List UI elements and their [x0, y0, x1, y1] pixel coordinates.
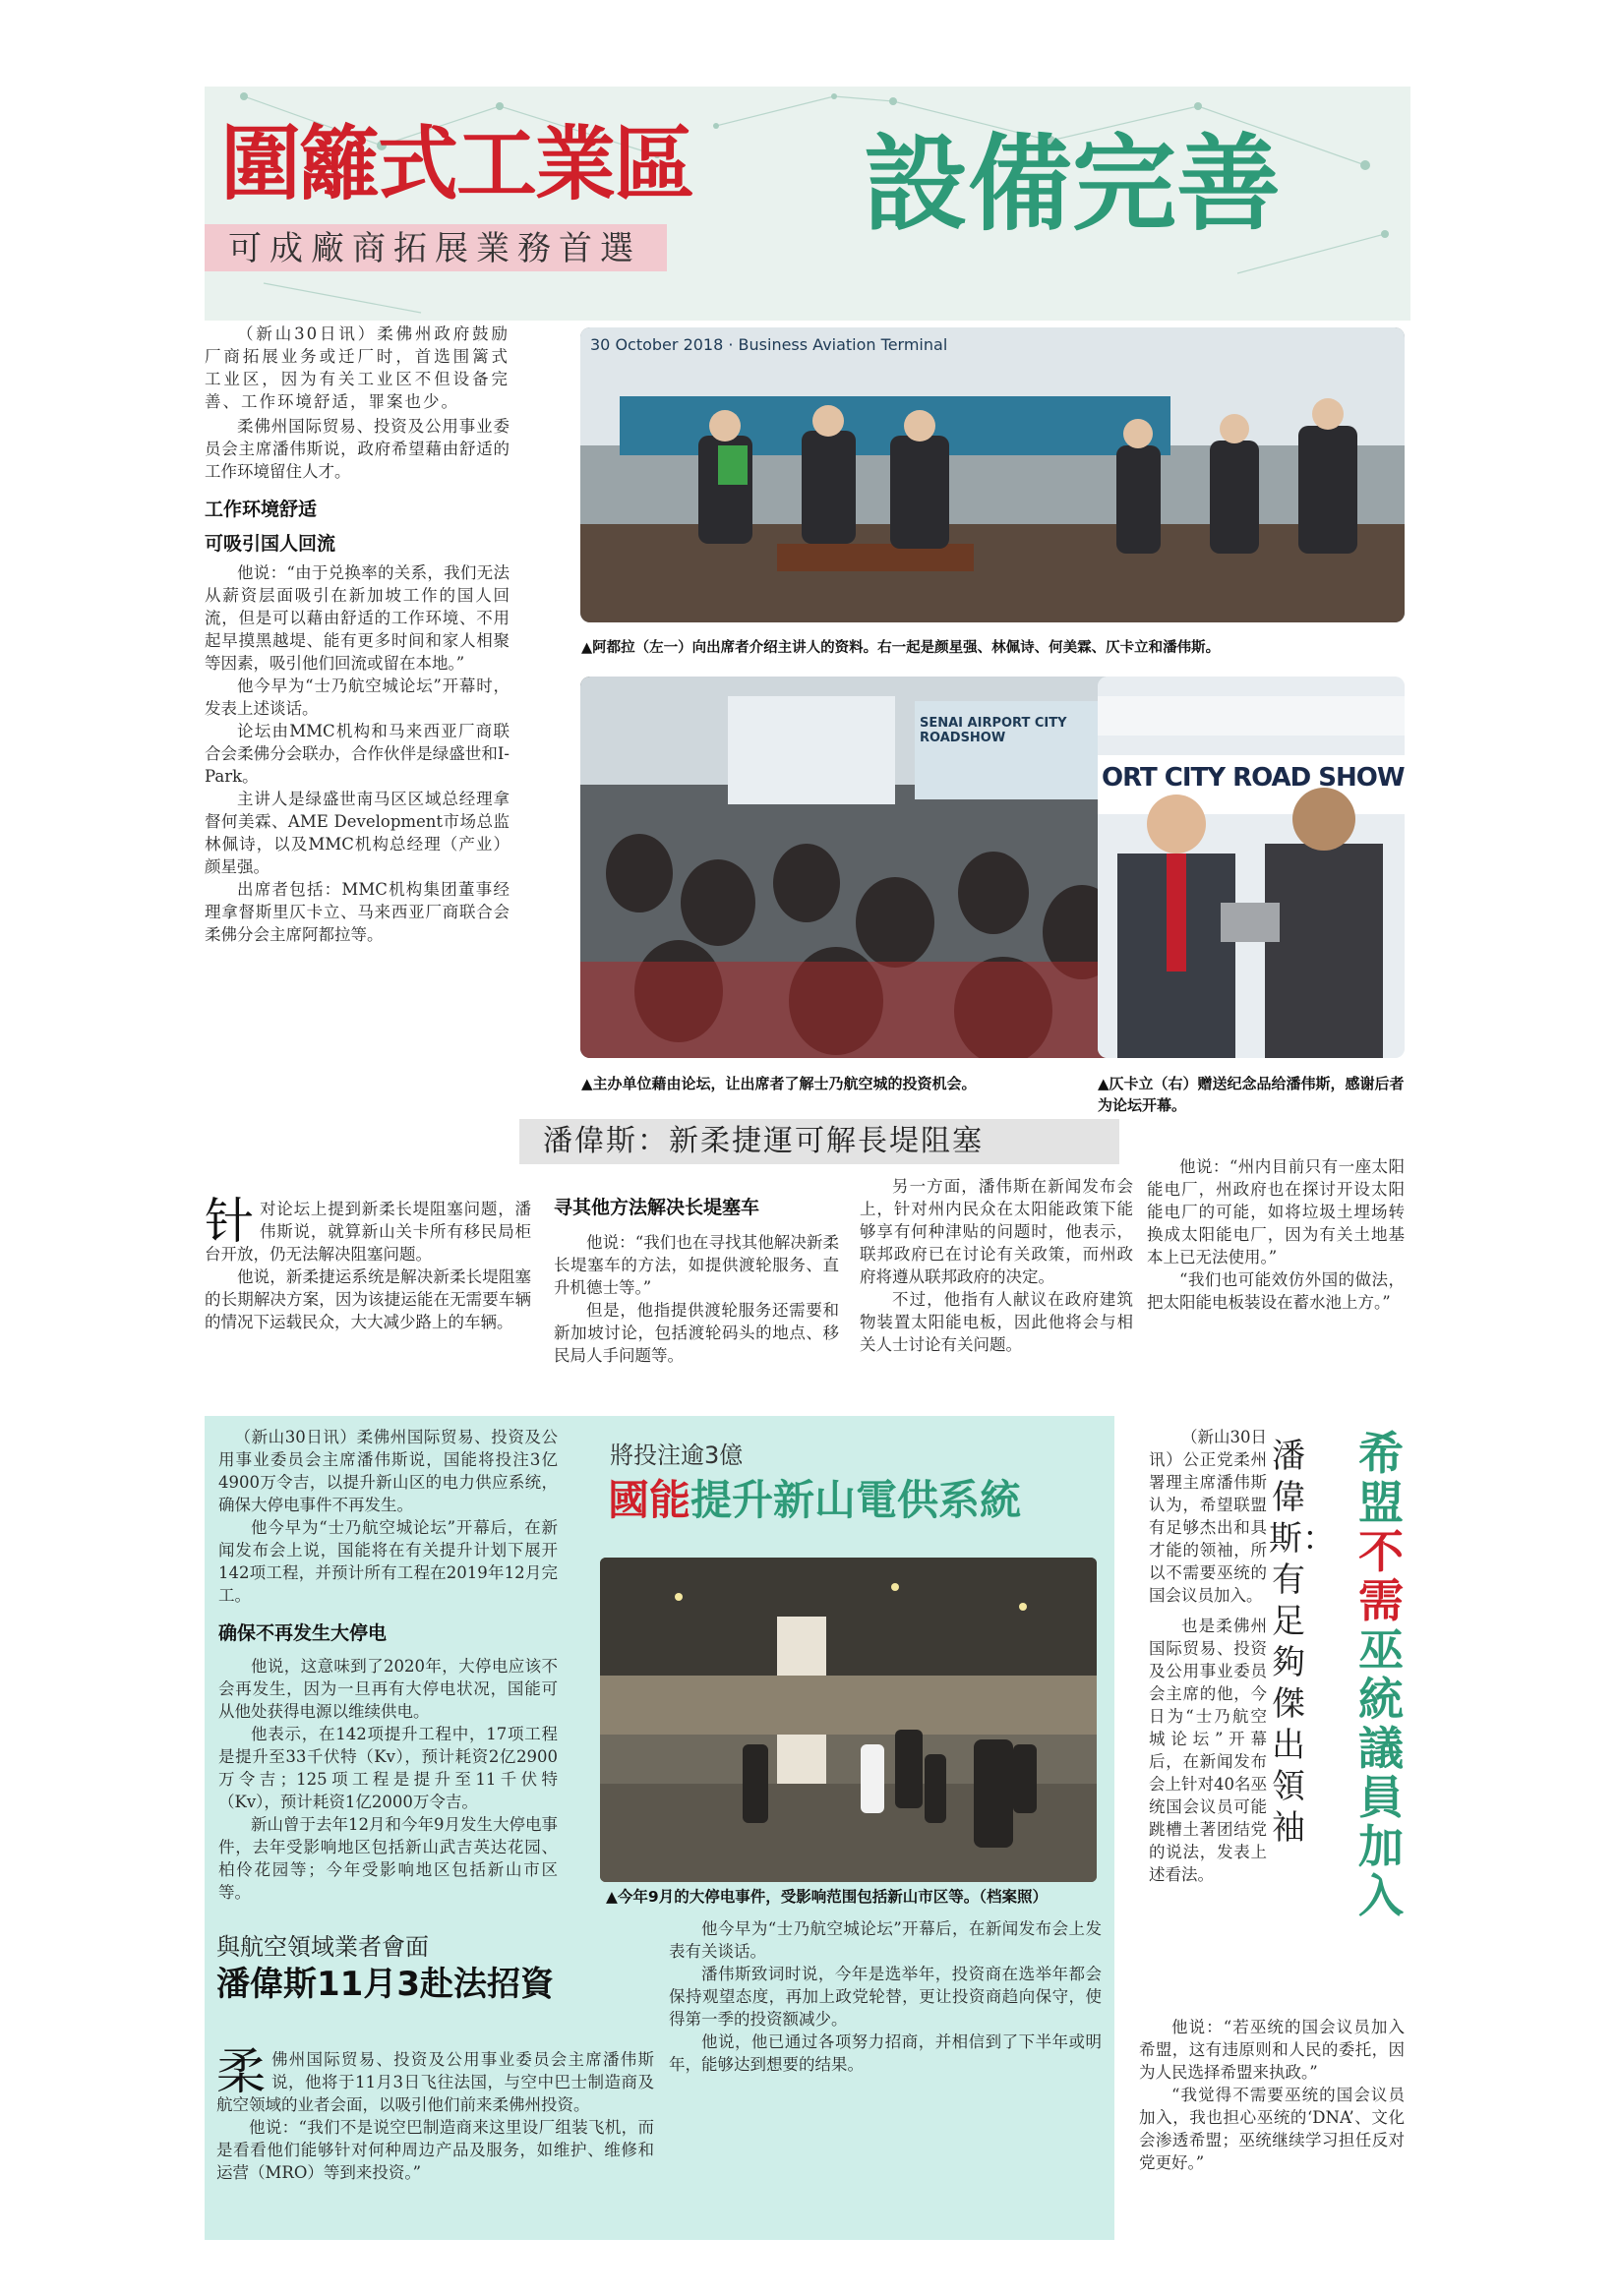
blackout-photo	[600, 1558, 1097, 1882]
headline-green: 設備完善	[864, 124, 1281, 245]
article4-paragraph: 他说，他已通过各项努力招商，并相信到了下半年或明年，能够达到想要的结果。	[669, 2032, 1102, 2074]
article1-paragraph: 他今早为“士乃航空城论坛”开幕时，发表上述谈话。	[205, 677, 510, 718]
article3-headline-green: 提升新山電供系統	[690, 1476, 1022, 1524]
article4-kicker: 與航空領域業者會面	[216, 1933, 429, 1961]
article3-paragraph: 新山曾于去年12月和今年9月发生大停电事件，去年受影响地区包括新山武吉英达花园、柏伶花园等；今年受影响地区包括新山市区等。	[218, 1815, 558, 1902]
article1-paragraph: 柔佛州国际贸易、投资及公用事业委员会主席潘伟斯说，政府希望藉由舒适的工作环境留住人才。	[205, 417, 510, 481]
article3-headline-red: 國能	[608, 1476, 691, 1524]
article5-subhead-vertical: 潘偉斯：有足夠傑出領袖	[1269, 1437, 1336, 1848]
panel-discussion-photo	[580, 327, 1405, 622]
article2-paragraph: 但是，他指提供渡轮服务还需要和新加坡讨论，包括渡轮码头的地点、移民局人手问题等。	[554, 1301, 839, 1365]
article2-paragraph: 他说：“州内目前只有一座太阳能电厂，州政府也在探讨开设太阳能电厂的可能，如将垃圾土埋场转换成太阳能电厂，因为有关土地基本上已无法使用。”	[1147, 1157, 1405, 1266]
article3-paragraph: 他表示，在142项提升工程中，17项工程是提升至33千伏特（Kv），预计耗资2亿2900万令吉；125项工程是提升至11千伏特（Kv），预计耗资1亿2000万令吉。	[218, 1725, 558, 1811]
article3-subhead: 确保不再发生大停电	[218, 1622, 388, 1644]
headline-red: 圍籬式工業區	[220, 118, 693, 211]
article1-paragraph: 主讲人是绿盛世南马区区域总经理拿督何美霖、AME Development市场总监林佩诗，以及MMC机构总经理（产业）颜星强。	[205, 790, 510, 876]
photo1-banner-text: 30 October 2018 · Business Aviation Terminal	[590, 335, 948, 354]
audience-photo	[580, 677, 1156, 1058]
article2-col4	[1147, 1155, 1405, 1314]
article1-subhead: 可吸引国人回流	[205, 533, 336, 555]
article1-subhead: 工作环境舒适	[205, 499, 318, 520]
article2-dropcap: 针	[205, 1193, 254, 1250]
article2-col1	[205, 1175, 531, 1333]
subheadline: 可成廠商拓展業務首選	[228, 229, 641, 268]
article4-dropcap: 柔	[216, 2043, 266, 2100]
article3-headline	[608, 1473, 1021, 1528]
article2-paragraph	[205, 1175, 531, 1266]
blackout-photo-caption: ▲今年9月的大停电事件，受影响范围包括新山市区等。（档案照）	[606, 1888, 1048, 1906]
article5-headline-part: 希盟	[1358, 1427, 1404, 1529]
newspaper-page	[205, 87, 1410, 2240]
article5-paragraph: （新山30日讯）公正党柔州署理主席潘伟斯认为，希望联盟有足够杰出和具才能的领袖，所以不需要巫统的国会议员加入。	[1149, 1428, 1267, 1605]
article5-paragraph: “我觉得不需要巫统的国会议员加入，我也担心巫统的‘DNA’、文化会渗透希盟；巫统继续学习担任反对党更好。”	[1139, 2086, 1405, 2172]
article4-paragraph-text: 佛州国际贸易、投资及公用事业委员会主席潘伟斯说，他将于11月3日飞往法国，与空中巴士制造商及航空领域的业者会面，以吸引他们前来柔佛州投资。	[216, 2050, 654, 2114]
article2-col3	[860, 1175, 1133, 1356]
article5-col2	[1139, 2016, 1405, 2174]
article3-paragraph: 他说，这意味到了2020年，大停电应该不会再发生，因为一旦再有大停电状况，国能可从他处获得电源以维续供电。	[218, 1657, 558, 1721]
article1-lead: （新山30日讯）柔佛州政府鼓励厂商拓展业务或迁厂时，首选围篱式工业区，因为有关工业区不但设备完善、工作环境舒适，罪案也少。	[205, 324, 510, 411]
article2-paragraph: “我们也可能效仿外国的做法，把太阳能电板装设在蓄水池上方。”	[1147, 1270, 1405, 1312]
article4-col2	[669, 1917, 1102, 2076]
article3-col1	[218, 1426, 558, 1904]
photo3-caption: ▲仄卡立（右）赠送纪念品给潘伟斯，感谢后者为论坛开幕。	[1098, 1075, 1405, 1114]
photo3-banner-text: ORT CITY ROAD SHOW	[1102, 763, 1405, 793]
article4-paragraph: 他今早为“士乃航空城论坛”开幕后，在新闻发布会上发表有关谈话。	[669, 1919, 1102, 1961]
article4-paragraph	[216, 2026, 654, 2116]
article2-paragraph: 另一方面，潘伟斯在新闻发布会上，针对州内民众在太阳能政策下能够享有何种津贴的问题时，他表示，联邦政府已在讨论有关政策，而州政府将遵从联邦政府的决定。	[860, 1177, 1133, 1286]
article2-paragraph-text: 对论坛上提到新柔长堤阻塞问题，潘伟斯说，就算新山关卡所有移民局柜台开放，仍无法解决阻塞问题。	[205, 1200, 531, 1264]
article5-headline-part: 巫統議員加入	[1358, 1623, 1404, 1922]
souvenir-presentation-photo	[1098, 677, 1405, 1058]
article2-paragraph: 他说：“我们也在寻找其他解决新柔长堤塞车的方法，如提供渡轮服务、直升机德士等。”	[554, 1233, 839, 1297]
article1-column	[205, 323, 510, 946]
article2-headline: 潘偉斯：新柔捷運可解長堤阻塞	[543, 1124, 984, 1158]
article4-paragraph: 潘伟斯致词时说，今年是选举年，投资商在选举年都会保持观望态度，再加上政党轮替，更让投资商趋向保守，使得第一季的投资额减少。	[669, 1965, 1102, 2029]
article1-paragraph: 他说：“由于兑换率的关系，我们无法从薪资层面吸引在新加坡工作的国人回流，但是可以藉由舒适的工作环境、不用起早摸黑越堤、能有更多时间和家人相聚等因素，吸引他们回流或留在本地。”	[205, 563, 510, 673]
article5-paragraph: 也是柔佛州国际贸易、投资及公用事业委员会主席的他，今日为“士乃航空城论坛”开幕后，在新闻发布会上针对40名巫统国会议员可能跳槽土著团结党的说法，发表上述看法。	[1149, 1617, 1267, 1884]
article5-headline-vertical	[1355, 1429, 1407, 1920]
article5-col1	[1149, 1426, 1267, 1886]
article2-paragraph: 不过，他指有人献议在政府建筑物装置太阳能电板，因此他将会与相关人士讨论有关问题。	[860, 1290, 1133, 1354]
article4-paragraph: 他说：“我们不是说空巴制造商来这里设厂组装飞机，而是看看他们能够针对何种周边产品及服务，如维护、维修和运营（MRO）等到来投资。”	[216, 2118, 654, 2182]
photo1-caption: ▲阿都拉（左一）向出席者介绍主讲人的资料。右一起是颜星强、林佩诗、何美霖、仄卡立和潘伟斯。	[581, 640, 1221, 656]
article3-paragraph: 他今早为“士乃航空城论坛”开幕后，在新闻发布会上说，国能将在有关提升计划下展开142项工程，并预计所有工程在2019年12月完工。	[218, 1518, 558, 1605]
article5-headline-part: 不需	[1358, 1525, 1404, 1627]
photo2-screen-text: SENAI AIRPORT CITY ROADSHOW	[920, 716, 1067, 745]
article2-subhead: 寻其他方法解决长堤塞车	[554, 1197, 760, 1218]
photo2-caption: ▲主办单位藉由论坛，让出席者了解士乃航空城的投资机会。	[581, 1075, 977, 1092]
article4-headline: 潘偉斯11月3赴法招資	[216, 1965, 554, 2004]
article3-kicker: 將投注逾3億	[610, 1442, 744, 1469]
article3-paragraph: （新山30日讯）柔佛州国际贸易、投资及公用事业委员会主席潘伟斯说，国能将投注3亿4900万令吉，以提升新山区的电力供应系统，确保大停电事件不再发生。	[218, 1428, 558, 1514]
article4-col1	[216, 2026, 654, 2184]
article2-col2	[554, 1193, 839, 1367]
article1-paragraph: 论坛由MMC机构和马来西亚厂商联合会柔佛分会联办，合作伙伴是绿盛世和I-Park。	[205, 722, 510, 786]
article2-paragraph: 他说，新柔捷运系统是解决新柔长堤阻塞的长期解决方案，因为该捷运能在无需要车辆的情况下运载民众，大大减少路上的车辆。	[205, 1267, 531, 1331]
article1-paragraph: 出席者包括：MMC机构集团董事经理拿督斯里仄卡立、马来西亚厂商联合会柔佛分会主席阿都拉等。	[205, 880, 510, 944]
article5-paragraph: 他说：“若巫统的国会议员加入希盟，这有违原则和人民的委托，因为人民选择希盟来执政。”	[1139, 2018, 1405, 2082]
